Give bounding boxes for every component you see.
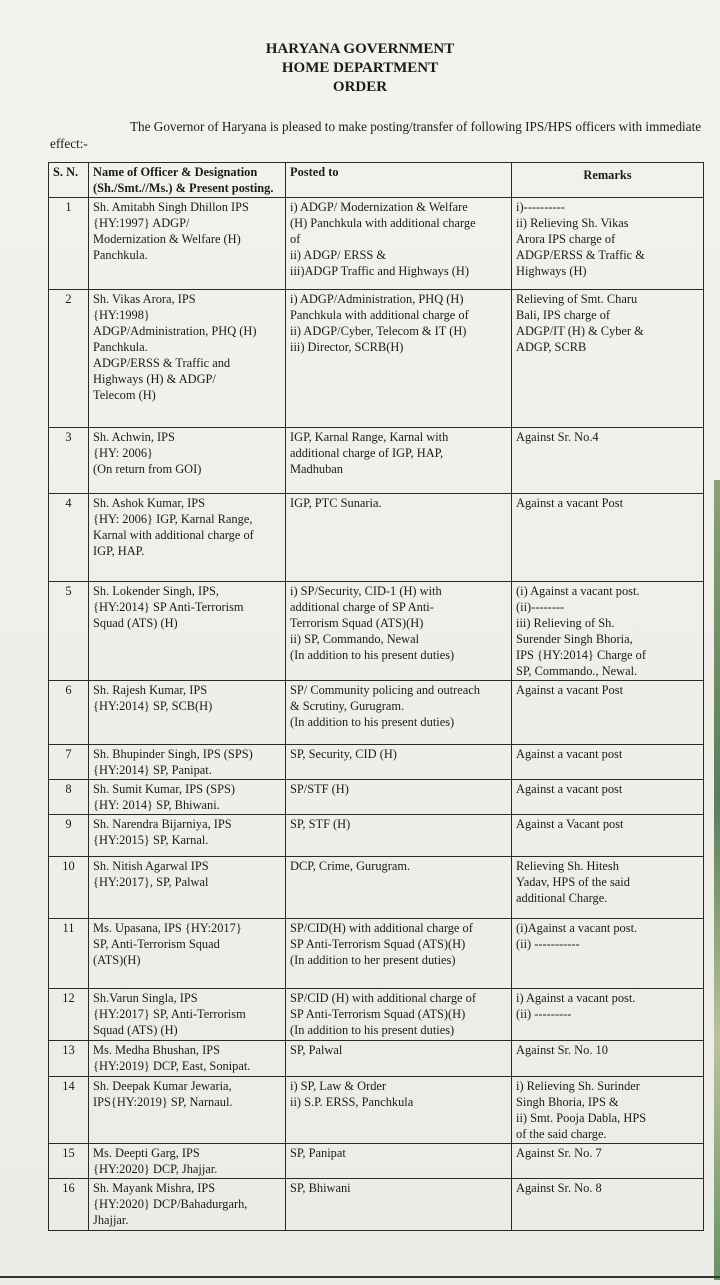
row-posted-to	[286, 989, 512, 1041]
row-officer-name-line: (ATS)(H)	[93, 953, 141, 967]
row-posted-to-line: (H) Panchkula with additional charge	[290, 216, 476, 230]
row-officer-name	[89, 428, 286, 494]
table-row	[49, 815, 704, 857]
row-officer-name-line: {HY:2020} DCP/Bahadurgarh,	[93, 1197, 248, 1211]
row-posted-to-line: ii) ADGP/ ERSS &	[290, 248, 387, 262]
header-department: HOME DEPARTMENT	[281, 60, 439, 76]
row-posted-to	[286, 1144, 512, 1179]
row-posted-to	[286, 681, 512, 745]
row-remarks	[512, 681, 704, 745]
row-remarks-line: (i) Against a vacant post.	[516, 584, 640, 598]
posting-transfer-table	[48, 162, 704, 1231]
row-remarks	[512, 1077, 704, 1144]
row-remarks-line: i)----------	[516, 200, 565, 214]
row-remarks-line: Against a Vacant post	[516, 817, 624, 831]
row-officer-name-line: SP, Anti-Terrorism Squad	[93, 937, 220, 951]
row-posted-to-line: SP/CID(H) with additional charge of	[290, 921, 473, 935]
row-serial-number: 2	[49, 290, 89, 428]
row-remarks-line: of the said charge.	[516, 1127, 607, 1141]
row-officer-name-line: Ms. Deepti Garg, IPS	[93, 1146, 200, 1160]
row-officer-name-line: Sh. Nitish Agarwal IPS	[93, 859, 209, 873]
row-officer-name-line: Ms. Upasana, IPS {HY:2017}	[93, 921, 242, 935]
table-row	[49, 1179, 704, 1231]
row-officer-name-line: IGP, HAP.	[93, 544, 145, 558]
row-officer-name-line: {HY: 2006} IGP, Karnal Range,	[93, 512, 253, 526]
row-remarks-line: ADGP/IT (H) & Cyber &	[516, 324, 644, 338]
row-remarks-line: (ii) -----------	[516, 937, 580, 951]
table-row	[49, 989, 704, 1041]
row-serial-number: 11	[49, 919, 89, 989]
table-row	[49, 1041, 704, 1077]
row-posted-to-line: i) ADGP/Administration, PHQ (H)	[290, 292, 464, 306]
row-posted-to	[286, 290, 512, 428]
order-header	[0, 40, 720, 97]
photo-edge-background	[714, 480, 720, 1280]
row-posted-to-line: SP/ Community policing and outreach	[290, 683, 480, 697]
row-remarks-line: i) Relieving Sh. Surinder	[516, 1079, 640, 1093]
row-posted-to-line: (In addition to her present duties)	[290, 953, 456, 967]
row-officer-name-line: {HY: 2014} SP, Bhiwani.	[93, 798, 220, 812]
table-row	[49, 780, 704, 815]
header-order: ORDER	[332, 79, 388, 95]
row-remarks-line: Against Sr. No. 10	[516, 1043, 608, 1057]
row-officer-name	[89, 989, 286, 1041]
row-officer-name-line: {HY:2020} DCP, Jhajjar.	[93, 1162, 218, 1176]
row-remarks	[512, 919, 704, 989]
row-serial-number: 6	[49, 681, 89, 745]
row-officer-name-line: {HY:1997} ADGP/	[93, 216, 190, 230]
row-officer-name	[89, 780, 286, 815]
row-posted-to-line: SP, Panipat	[290, 1146, 346, 1160]
row-remarks-line: Against a vacant post	[516, 747, 623, 761]
row-remarks-line: Highways (H)	[516, 264, 587, 278]
row-posted-to	[286, 919, 512, 989]
table-row	[49, 198, 704, 290]
row-posted-to-line: SP, STF (H)	[290, 817, 351, 831]
row-officer-name	[89, 1144, 286, 1179]
table-row	[49, 582, 704, 681]
row-remarks-line: ii) Smt. Pooja Dabla, HPS	[516, 1111, 647, 1125]
row-serial-number: 12	[49, 989, 89, 1041]
row-officer-name-line: Panchkula.	[93, 248, 148, 262]
row-officer-name-line: Sh. Sumit Kumar, IPS (SPS)	[93, 782, 236, 796]
row-posted-to-line: i) SP, Law & Order	[290, 1079, 387, 1093]
row-posted-to	[286, 1077, 512, 1144]
row-posted-to	[286, 745, 512, 780]
row-serial-number: 9	[49, 815, 89, 857]
row-officer-name	[89, 745, 286, 780]
row-remarks-line: Against Sr. No. 8	[516, 1181, 602, 1195]
row-posted-to-line: SP/STF (H)	[290, 782, 349, 796]
row-officer-name-line: (On return from GOI)	[93, 462, 202, 476]
row-officer-name-line: Sh. Rajesh Kumar, IPS	[93, 683, 208, 697]
row-officer-name-line: Modernization & Welfare (H)	[93, 232, 241, 246]
row-serial-number: 16	[49, 1179, 89, 1231]
row-posted-to-line: IGP, PTC Sunaria.	[290, 496, 382, 510]
row-officer-name-line: Sh. Lokender Singh, IPS,	[93, 584, 219, 598]
row-officer-name-line: ADGP/Administration, PHQ (H)	[93, 324, 257, 338]
row-remarks-line: Bali, IPS charge of	[516, 308, 611, 322]
row-posted-to-line: additional charge of IGP, HAP,	[290, 446, 444, 460]
row-posted-to-line: (In addition to his present duties)	[290, 715, 455, 729]
row-serial-number: 1	[49, 198, 89, 290]
row-officer-name-line: Telecom (H)	[93, 388, 156, 402]
row-officer-name-line: {HY:2017} SP, Anti-Terrorism	[93, 1007, 246, 1021]
row-remarks	[512, 428, 704, 494]
row-remarks-line: Relieving Sh. Hitesh	[516, 859, 619, 873]
order-intro-text: The Governor of Haryana is pleased to make posting/transfer of following IPS/HPS officers with immediate effect:-	[50, 119, 702, 151]
row-officer-name-line: Squad (ATS) (H)	[93, 1023, 178, 1037]
row-posted-to	[286, 1179, 512, 1231]
row-officer-name	[89, 815, 286, 857]
row-officer-name	[89, 1077, 286, 1144]
row-remarks-line: ii) Relieving Sh. Vikas	[516, 216, 629, 230]
row-posted-to-line: IGP, Karnal Range, Karnal with	[290, 430, 449, 444]
header-government: HARYANA GOVERNMENT	[265, 41, 455, 57]
row-posted-to-line: additional charge of SP Anti-	[290, 600, 434, 614]
row-posted-to-line: & Scrutiny, Gurugram.	[290, 699, 405, 713]
table-row	[49, 290, 704, 428]
row-remarks-line: IPS {HY:2014} Charge of	[516, 648, 646, 662]
row-remarks-line: ADGP/ERSS & Traffic &	[516, 248, 645, 262]
row-officer-name-line: ADGP/ERSS & Traffic and	[93, 356, 231, 370]
row-officer-name-line: Highways (H) & ADGP/	[93, 372, 216, 386]
row-posted-to-line: SP, Security, CID (H)	[290, 747, 397, 761]
row-remarks-line: Singh Bhoria, IPS &	[516, 1095, 619, 1109]
row-serial-number: 13	[49, 1041, 89, 1077]
row-remarks-line: Against a vacant Post	[516, 683, 624, 697]
row-serial-number: 7	[49, 745, 89, 780]
row-officer-name	[89, 919, 286, 989]
row-officer-name-line: IPS{HY:2019} SP, Narnaul.	[93, 1095, 233, 1109]
row-officer-name-line: Sh. Vikas Arora, IPS	[93, 292, 196, 306]
row-posted-to-line: SP, Palwal	[290, 1043, 343, 1057]
table-row	[49, 857, 704, 919]
row-posted-to	[286, 494, 512, 582]
row-posted-to	[286, 857, 512, 919]
row-posted-to	[286, 582, 512, 681]
row-serial-number: 5	[49, 582, 89, 681]
row-officer-name-line: {HY:2014} SP, Panipat.	[93, 763, 212, 777]
row-remarks	[512, 989, 704, 1041]
row-posted-to	[286, 198, 512, 290]
row-remarks	[512, 815, 704, 857]
row-remarks	[512, 1144, 704, 1179]
row-officer-name-line: Sh.Varun Singla, IPS	[93, 991, 198, 1005]
row-remarks-line: Yadav, HPS of the said	[516, 875, 630, 889]
header-remarks: Remarks	[512, 163, 704, 198]
row-serial-number: 10	[49, 857, 89, 919]
row-officer-name-line: Panchkula.	[93, 340, 148, 354]
row-officer-name-line: Sh. Amitabh Singh Dhillon IPS	[93, 200, 249, 214]
table-row	[49, 681, 704, 745]
header-officer-name: Name of Officer & Designation (Sh./Smt.//Ms.) & Present posting.	[89, 163, 286, 198]
row-remarks	[512, 745, 704, 780]
row-remarks-line: SP, Commando., Newal.	[516, 664, 638, 678]
row-officer-name	[89, 494, 286, 582]
row-officer-name-line: Sh. Achwin, IPS	[93, 430, 175, 444]
row-officer-name-line: Squad (ATS) (H)	[93, 616, 178, 630]
row-posted-to	[286, 815, 512, 857]
row-posted-to	[286, 780, 512, 815]
header-posted-to: Posted to	[286, 163, 512, 198]
row-officer-name-line: Ms. Medha Bhushan, IPS	[93, 1043, 221, 1057]
row-serial-number: 8	[49, 780, 89, 815]
row-officer-name-line: Jhajjar.	[93, 1213, 129, 1227]
row-remarks	[512, 582, 704, 681]
row-posted-to-line: ii) ADGP/Cyber, Telecom & IT (H)	[290, 324, 467, 338]
row-posted-to-line: Panchkula with additional charge of	[290, 308, 469, 322]
row-remarks-line: Relieving of Smt. Charu	[516, 292, 638, 306]
row-serial-number: 14	[49, 1077, 89, 1144]
row-officer-name-line: Sh. Mayank Mishra, IPS	[93, 1181, 216, 1195]
row-posted-to	[286, 1041, 512, 1077]
row-officer-name-line: Karnal with additional charge of	[93, 528, 254, 542]
table-body	[49, 198, 704, 1231]
row-officer-name	[89, 1179, 286, 1231]
row-remarks-line: Against Sr. No. 7	[516, 1146, 602, 1160]
table-row	[49, 919, 704, 989]
row-posted-to-line: iii)ADGP Traffic and Highways (H)	[290, 264, 469, 278]
row-posted-to-line: i) SP/Security, CID-1 (H) with	[290, 584, 442, 598]
row-posted-to-line: Madhuban	[290, 462, 343, 476]
row-officer-name-line: Sh. Ashok Kumar, IPS	[93, 496, 206, 510]
row-officer-name-line: {HY: 2006}	[93, 446, 153, 460]
bottom-rule	[0, 1276, 720, 1278]
row-remarks	[512, 857, 704, 919]
row-officer-name-line: {HY:2017}, SP, Palwal	[93, 875, 209, 889]
row-officer-name-line: {HY:2015} SP, Karnal.	[93, 833, 209, 847]
row-remarks	[512, 198, 704, 290]
table-row	[49, 1077, 704, 1144]
row-remarks	[512, 494, 704, 582]
row-officer-name-line: Sh. Bhupinder Singh, IPS (SPS)	[93, 747, 253, 761]
row-officer-name	[89, 582, 286, 681]
row-officer-name-line: {HY:2019} DCP, East, Sonipat.	[93, 1059, 251, 1073]
row-remarks-line: Against a vacant post	[516, 782, 623, 796]
row-remarks-line: iii) Relieving of Sh.	[516, 616, 615, 630]
row-remarks-line: additional Charge.	[516, 891, 608, 905]
row-posted-to-line: (In addition to his present duties)	[290, 648, 455, 662]
row-serial-number: 4	[49, 494, 89, 582]
row-remarks	[512, 1041, 704, 1077]
table-row	[49, 428, 704, 494]
row-remarks-line: i) Against a vacant post.	[516, 991, 636, 1005]
table-header-row	[49, 163, 704, 198]
row-posted-to-line: SP Anti-Terrorism Squad (ATS)(H)	[290, 1007, 466, 1021]
row-posted-to-line: SP, Bhiwani	[290, 1181, 351, 1195]
row-officer-name	[89, 290, 286, 428]
row-officer-name-line: {HY:1998}	[93, 308, 150, 322]
row-officer-name-line: {HY:2014} SP, SCB(H)	[93, 699, 213, 713]
row-remarks	[512, 290, 704, 428]
table-row	[49, 494, 704, 582]
row-posted-to-line: i) ADGP/ Modernization & Welfare	[290, 200, 468, 214]
table-row	[49, 1144, 704, 1179]
row-posted-to-line: ii) S.P. ERSS, Panchkula	[290, 1095, 414, 1109]
row-officer-name	[89, 681, 286, 745]
row-remarks-line: Arora IPS charge of	[516, 232, 616, 246]
row-posted-to-line: Terrorism Squad (ATS)(H)	[290, 616, 424, 630]
row-posted-to	[286, 428, 512, 494]
row-officer-name-line: Sh. Deepak Kumar Jewaria,	[93, 1079, 232, 1093]
row-remarks-line: (i)Against a vacant post.	[516, 921, 638, 935]
row-posted-to-line: iii) Director, SCRB(H)	[290, 340, 404, 354]
table-row	[49, 745, 704, 780]
row-remarks-line: Against Sr. No.4	[516, 430, 599, 444]
row-remarks-line: (ii)--------	[516, 600, 565, 614]
row-officer-name	[89, 1041, 286, 1077]
row-remarks-line: Against a vacant Post	[516, 496, 624, 510]
row-officer-name-line: {HY:2014} SP Anti-Terrorism	[93, 600, 244, 614]
row-posted-to-line: SP/CID (H) with additional charge of	[290, 991, 476, 1005]
row-posted-to-line: DCP, Crime, Gurugram.	[290, 859, 411, 873]
row-officer-name-line: Sh. Narendra Bijarniya, IPS	[93, 817, 232, 831]
row-serial-number: 3	[49, 428, 89, 494]
row-posted-to-line: of	[290, 232, 301, 246]
row-remarks	[512, 1179, 704, 1231]
row-posted-to-line: ii) SP, Commando, Newal	[290, 632, 420, 646]
header-serial-number: S. N.	[49, 163, 89, 198]
row-remarks-line: (ii) ---------	[516, 1007, 572, 1021]
row-posted-to-line: (In addition to his present duties)	[290, 1023, 455, 1037]
row-posted-to-line: SP Anti-Terrorism Squad (ATS)(H)	[290, 937, 466, 951]
row-serial-number: 15	[49, 1144, 89, 1179]
row-remarks-line: Surender Singh Bhoria,	[516, 632, 633, 646]
row-remarks-line: ADGP, SCRB	[516, 340, 587, 354]
row-remarks	[512, 780, 704, 815]
row-officer-name	[89, 198, 286, 290]
row-officer-name	[89, 857, 286, 919]
